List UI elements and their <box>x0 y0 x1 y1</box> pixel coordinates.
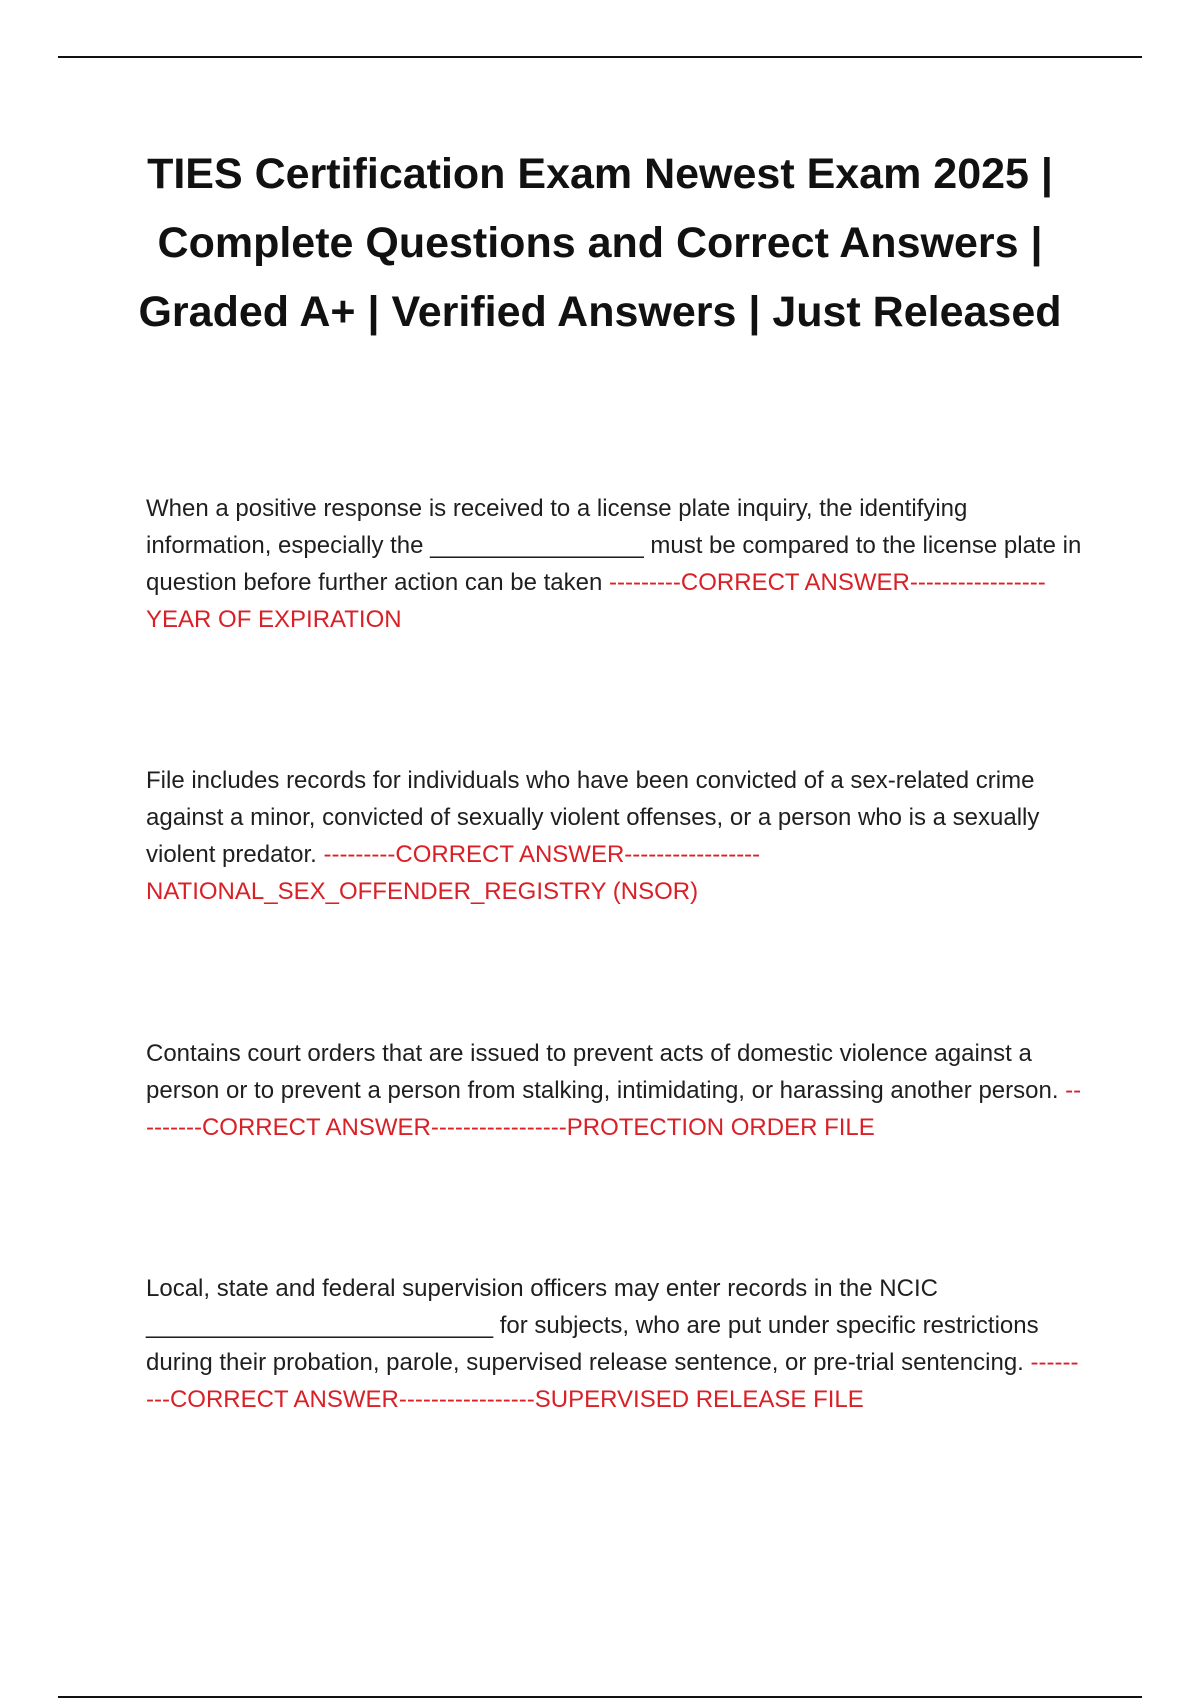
top-divider <box>58 56 1142 58</box>
question-item <box>146 1035 1086 1146</box>
document-title: TIES Certification Exam Newest Exam 2025 | Complete Questions and Correct Answers | Graded A+ | Verified Answers | Just Released <box>138 150 1062 336</box>
question-item <box>146 490 1086 638</box>
correct-answer: ---------CORRECT ANSWER----------------- NATIONAL_SEX_OFFENDER_REGISTRY (NSOR) <box>146 841 761 905</box>
question-text: Contains court orders that are issued to prevent acts of domestic violence against a person or to prevent a person from stalking, intimidating, or harassing another person. <box>146 1040 1059 1104</box>
bottom-divider <box>58 1696 1142 1698</box>
correct-answer: ---------CORRECT ANSWER-----------------YEAR OF EXPIRATION <box>146 569 1046 633</box>
correct-answer: ---------CORRECT ANSWER-----------------SUPERVISED RELEASE FILE <box>146 1349 1079 1413</box>
correct-answer: ---------CORRECT ANSWER-----------------PROTECTION ORDER FILE <box>146 1077 1082 1141</box>
question-item <box>146 762 1086 910</box>
question-item <box>146 1270 1086 1418</box>
question-text: File includes records for individuals who have been convicted of a sex-related crime against a minor, convicted of sexually violent offenses, or a person who is a sexually violent predator. <box>146 767 1040 868</box>
question-text: When a positive response is received to a license plate inquiry, the identifying information, especially the ________________ must be compared to the license plate in question before further action can be taken <box>146 495 1082 596</box>
question-text: Local, state and federal supervision officers may enter records in the NCIC __________________________ for subjects, who are put under specific restrictions during their probation, parole, supervised release sentence, or pre-trial sentencing. <box>146 1275 1039 1376</box>
